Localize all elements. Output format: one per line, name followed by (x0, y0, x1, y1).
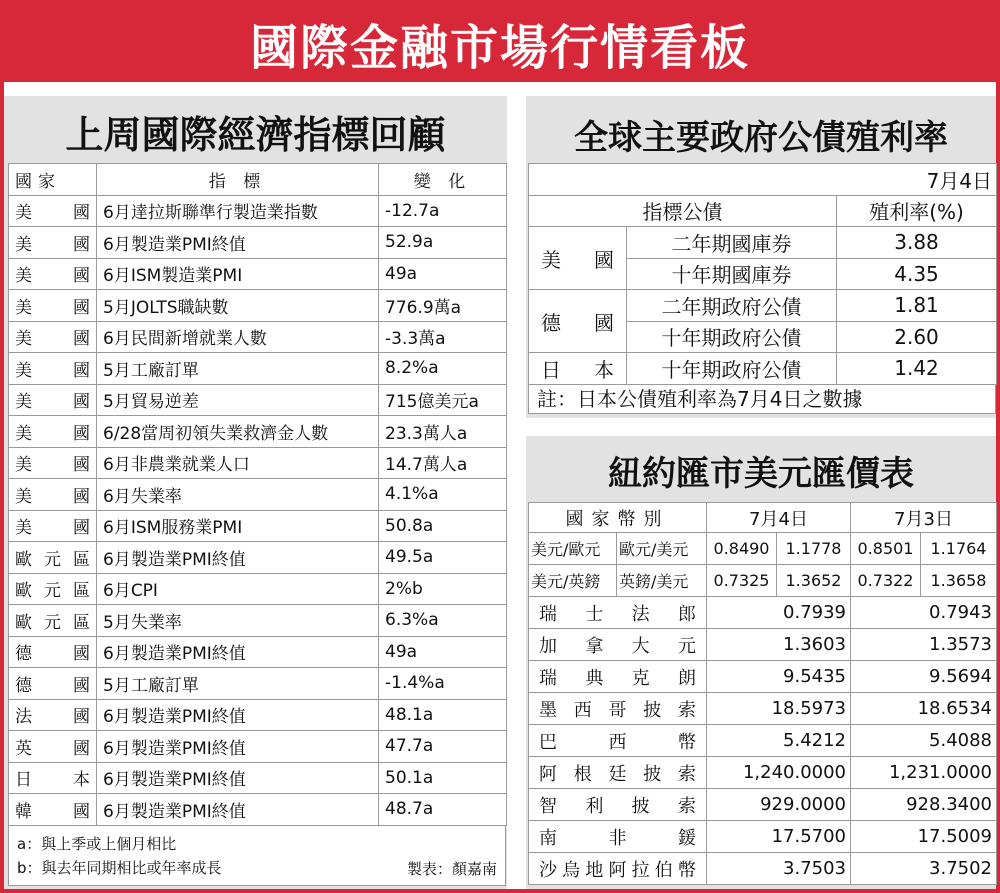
table-row (9, 510, 507, 542)
table-row (529, 533, 997, 565)
table-row (529, 565, 997, 597)
bonds-country: 德 國 (529, 290, 627, 353)
fx-table (528, 502, 997, 885)
row-country: 美 國 (9, 195, 97, 227)
row-change: 2%b (379, 573, 507, 605)
table-row (529, 629, 997, 661)
table-row (9, 195, 507, 227)
table-row (9, 321, 507, 353)
row-indicator: 6月失業率 (97, 479, 379, 511)
row-indicator: 6月非農業就業人口 (97, 447, 379, 479)
bonds-date: 7月4日 (529, 164, 997, 196)
fx-currency: 阿 根 廷 披 索 (529, 757, 707, 789)
bond-yield: 3.88 (837, 227, 997, 259)
bond-name: 十年期政府公債 (627, 321, 837, 353)
row-country: 英 國 (9, 731, 97, 763)
table-row (9, 542, 507, 574)
row-indicator: 6月民間新增就業人數 (97, 321, 379, 353)
row-change: 50.1a (379, 762, 507, 794)
fx-body (529, 503, 997, 885)
table-row (9, 636, 507, 668)
row-country: 美 國 (9, 227, 97, 259)
row-change: -1.4%a (379, 668, 507, 700)
row-country: 歐 元 區 (9, 542, 97, 574)
fx-value-date2: 5.4088 (851, 725, 997, 757)
row-country: 美 國 (9, 321, 97, 353)
row-change: 776.9萬a (379, 290, 507, 322)
fx-currency: 瑞 典 克 朗 (529, 661, 707, 693)
row-indicator: 6月達拉斯聯準行製造業指數 (97, 195, 379, 227)
fx-value: 0.8501 (851, 533, 921, 565)
note-b: b：與去年同期相比或年率成長 (17, 859, 222, 877)
fx-panel (526, 436, 996, 889)
row-change: 49a (379, 636, 507, 668)
table-row (529, 227, 997, 259)
row-indicator: 6月製造業PMI終值 (97, 699, 379, 731)
table-row (529, 290, 997, 322)
row-change: 50.8a (379, 510, 507, 542)
fx-value-date1: 18.5973 (707, 693, 851, 725)
row-country: 德 國 (9, 636, 97, 668)
row-indicator: 5月失業率 (97, 605, 379, 637)
row-country: 法 國 (9, 699, 97, 731)
fx-currency: 巴 西 幣 (529, 725, 707, 757)
table-row (9, 258, 507, 290)
indicators-notes (8, 825, 506, 886)
bonds-country: 美 國 (529, 227, 627, 290)
bonds-title: 全球主要政府公債殖利率 (574, 118, 948, 158)
row-country: 歐 元 區 (9, 573, 97, 605)
row-indicator: 5月工廠訂單 (97, 668, 379, 700)
table-row (529, 597, 997, 629)
fx-value: 0.8490 (707, 533, 777, 565)
row-indicator: 6月製造業PMI終值 (97, 227, 379, 259)
row-change: 48.1a (379, 699, 507, 731)
fx-value-date2: 3.7502 (851, 853, 997, 885)
row-country: 美 國 (9, 510, 97, 542)
fx-value-date1: 0.7939 (707, 597, 851, 629)
fx-value-date1: 929.0000 (707, 789, 851, 821)
fx-header-row (529, 503, 997, 533)
row-indicator: 6月ISM服務業PMI (97, 510, 379, 542)
fx-value-date1: 3.7503 (707, 853, 851, 885)
bond-yield: 1.81 (837, 290, 997, 322)
header-indicator: 指 標 (97, 164, 379, 196)
table-row (9, 353, 507, 385)
row-change: 47.7a (379, 731, 507, 763)
fx-pair: 美元/歐元 (529, 533, 617, 565)
table-row (529, 353, 997, 385)
row-indicator: 6/28當周初領失業救濟金人數 (97, 416, 379, 448)
fx-value-date1: 1.3603 (707, 629, 851, 661)
table-row (9, 447, 507, 479)
indicators-header-row (9, 164, 507, 196)
table-row (529, 693, 997, 725)
table-row (9, 605, 507, 637)
fx-value: 0.7322 (851, 565, 921, 597)
table-row (529, 789, 997, 821)
row-change: 14.7萬人a (379, 447, 507, 479)
row-change: 4.1%a (379, 479, 507, 511)
row-change: 52.9a (379, 227, 507, 259)
fx-value: 1.1778 (777, 533, 851, 565)
fx-value: 1.3652 (777, 565, 851, 597)
table-row (9, 227, 507, 259)
fx-currency: 南 非 鍰 (529, 821, 707, 853)
table-row (9, 290, 507, 322)
bonds-panel (526, 96, 996, 418)
row-indicator: 6月製造業PMI終值 (97, 762, 379, 794)
row-change: 49a (379, 258, 507, 290)
fx-value: 0.7325 (707, 565, 777, 597)
bonds-table (528, 163, 997, 385)
table-row (529, 725, 997, 757)
header-change: 變 化 (379, 164, 507, 196)
bond-name: 二年期國庫券 (627, 227, 837, 259)
fx-value-date1: 9.5435 (707, 661, 851, 693)
row-country: 美 國 (9, 353, 97, 385)
fx-currency: 瑞 士 法 郎 (529, 597, 707, 629)
row-country: 美 國 (9, 384, 97, 416)
row-indicator: 5月貿易逆差 (97, 384, 379, 416)
row-indicator: 5月JOLTS職缺數 (97, 290, 379, 322)
row-change: 48.7a (379, 794, 507, 826)
row-change: 49.5a (379, 542, 507, 574)
bond-yield: 2.60 (837, 321, 997, 353)
fx-value: 1.1764 (921, 533, 997, 565)
table-row (9, 794, 507, 826)
indicators-title: 上周國際經濟指標回顧 (65, 113, 446, 157)
row-country: 日 本 (9, 762, 97, 794)
row-indicator: 6月製造業PMI終值 (97, 636, 379, 668)
row-country: 歐 元 區 (9, 605, 97, 637)
header-country: 國家 (9, 164, 97, 196)
board-title: 國際金融市場行情看板 (4, 4, 996, 82)
bonds-header-indicator: 指標公債 (529, 195, 837, 227)
bonds-date-row (529, 164, 997, 196)
row-change: 23.3萬人a (379, 416, 507, 448)
row-country: 韓 國 (9, 794, 97, 826)
row-indicator: 6月ISM製造業PMI (97, 258, 379, 290)
table-row (529, 661, 997, 693)
fx-header-currency: 國家幣別 (529, 503, 707, 533)
table-row (9, 384, 507, 416)
row-change: -12.7a (379, 195, 507, 227)
row-change: -3.3萬a (379, 321, 507, 353)
table-row (9, 416, 507, 448)
table-row (529, 757, 997, 789)
table-row (9, 731, 507, 763)
table-row (9, 762, 507, 794)
fx-value-date1: 1,240.0000 (707, 757, 851, 789)
row-change: 6.3%a (379, 605, 507, 637)
fx-value-date2: 1.3573 (851, 629, 997, 661)
fx-currency: 沙 烏 地 阿 拉 伯 幣 (529, 853, 707, 885)
bond-name: 十年期國庫券 (627, 258, 837, 290)
fx-title: 紐約匯市美元匯價表 (608, 454, 914, 494)
row-indicator: 6月製造業PMI終值 (97, 731, 379, 763)
fx-value-date2: 17.5009 (851, 821, 997, 853)
indicators-table (8, 163, 507, 826)
bonds-header-yield: 殖利率(%) (837, 195, 997, 227)
table-row (9, 699, 507, 731)
fx-value-date2: 928.3400 (851, 789, 997, 821)
row-country: 德 國 (9, 668, 97, 700)
row-country: 美 國 (9, 416, 97, 448)
fx-header-date1: 7月4日 (707, 503, 851, 533)
bonds-body (529, 164, 997, 385)
fx-currency: 加 拿 大 元 (529, 629, 707, 661)
fx-inverse-pair: 歐元/美元 (617, 533, 707, 565)
indicators-panel (4, 96, 507, 889)
fx-currency: 墨 西 哥 披 索 (529, 693, 707, 725)
table-row (9, 479, 507, 511)
row-change: 8.2%a (379, 353, 507, 385)
row-country: 美 國 (9, 290, 97, 322)
bonds-header-row (529, 195, 997, 227)
row-indicator: 6月CPI (97, 573, 379, 605)
fx-value: 1.3658 (921, 565, 997, 597)
row-indicator: 6月製造業PMI終值 (97, 542, 379, 574)
fx-value-date1: 5.4212 (707, 725, 851, 757)
table-row (9, 668, 507, 700)
fx-value-date2: 1,231.0000 (851, 757, 997, 789)
bond-yield: 1.42 (837, 353, 997, 385)
table-row (529, 853, 997, 885)
fx-inverse-pair: 英鎊/美元 (617, 565, 707, 597)
fx-currency: 智 利 披 索 (529, 789, 707, 821)
row-country: 美 國 (9, 479, 97, 511)
fx-value-date1: 17.5700 (707, 821, 851, 853)
row-indicator: 6月製造業PMI終值 (97, 794, 379, 826)
fx-value-date2: 0.7943 (851, 597, 997, 629)
table-row (9, 573, 507, 605)
row-indicator: 5月工廠訂單 (97, 353, 379, 385)
row-country: 美 國 (9, 258, 97, 290)
note-a: a：與上季或上個月相比 (17, 835, 177, 853)
table-row (529, 821, 997, 853)
bonds-country: 日 本 (529, 353, 627, 385)
bonds-note: 註：日本公債殖利率為7月4日之數據 (528, 384, 996, 414)
bond-yield: 4.35 (837, 258, 997, 290)
fx-pair: 美元/英鎊 (529, 565, 617, 597)
fx-header-date2: 7月3日 (851, 503, 997, 533)
indicators-body (9, 195, 507, 825)
bond-name: 十年期政府公債 (627, 353, 837, 385)
bond-name: 二年期政府公債 (627, 290, 837, 322)
row-country: 美 國 (9, 447, 97, 479)
fx-value-date2: 18.6534 (851, 693, 997, 725)
fx-value-date2: 9.5694 (851, 661, 997, 693)
row-change: 715億美元a (379, 384, 507, 416)
credit: 製表：顏嘉南 (406, 860, 497, 878)
